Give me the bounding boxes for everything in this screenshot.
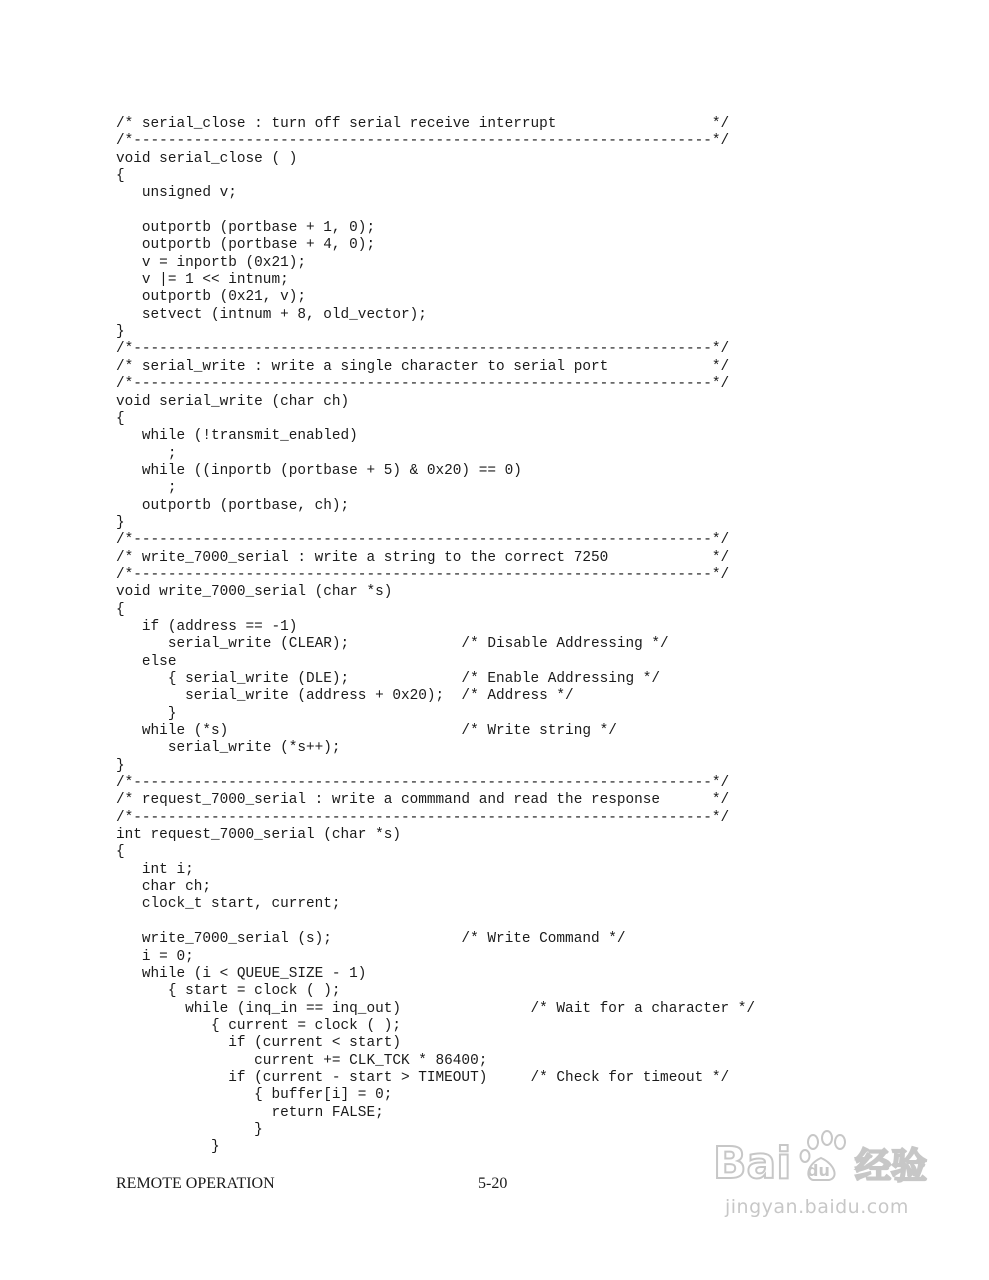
code-line: [116, 203, 755, 220]
code-line: while ((inportb (portbase + 5) & 0x20) == 0): [116, 462, 522, 479]
code-line: {: [116, 168, 125, 185]
code-line: /* request_7000_serial : write a commmand and read the response */: [116, 792, 730, 809]
code-line: }: [116, 1121, 263, 1138]
code-line: while (!transmit_enabled): [116, 428, 358, 445]
code-line: void write_7000_serial (char *s): [116, 584, 393, 601]
code-line: if (current < start): [116, 1035, 401, 1052]
code-line: v |= 1 << intnum;: [116, 272, 289, 289]
code-line: }: [116, 705, 177, 722]
code-line: {: [116, 410, 125, 427]
code-line: serial_write (*s++);: [116, 740, 341, 757]
code-line: { serial_write (DLE); /* Enable Addressing */: [116, 671, 661, 687]
code-line: }: [116, 324, 125, 341]
code-line: if (address == -1): [116, 618, 298, 635]
baidu-logo-icon: [709, 1128, 949, 1198]
code-line: outportb (0x21, v);: [116, 289, 306, 306]
watermark-url: jingyan.baidu.com: [725, 1196, 909, 1218]
code-line: { buffer[i] = 0;: [116, 1087, 393, 1104]
code-line: /* serial_write : write a single character to serial port */: [116, 358, 730, 375]
code-line: /*-------------------------------------------------------------------*/: [116, 775, 730, 792]
code-line: }: [116, 1139, 220, 1156]
code-line: int i;: [116, 861, 194, 878]
code-line: while (i < QUEUE_SIZE - 1): [116, 965, 367, 982]
code-line: }: [116, 757, 125, 774]
code-line: {: [116, 844, 125, 861]
code-line: write_7000_serial (s); /* Write Command */: [116, 931, 626, 948]
code-line: outportb (portbase + 1, 0);: [116, 220, 376, 237]
code-line: i = 0;: [116, 948, 194, 965]
code-line: serial_write (address + 0x20); /* Address */: [116, 688, 574, 705]
baidu-watermark: [709, 1128, 949, 1248]
code-line: serial_write (CLEAR); /* Disable Addressing */: [116, 636, 669, 653]
code-line: { current = clock ( );: [116, 1017, 401, 1034]
code-line: void serial_close ( ): [116, 150, 298, 167]
code-line: current += CLK_TCK * 86400;: [116, 1052, 488, 1069]
code-line: /*-------------------------------------------------------------------*/: [116, 341, 730, 358]
footer-page-number: 5-20: [478, 1175, 508, 1192]
code-line: /*-------------------------------------------------------------------*/: [116, 376, 730, 393]
code-line: { start = clock ( );: [116, 983, 341, 1000]
code-line: ;: [116, 480, 177, 497]
code-line: outportb (portbase, ch);: [116, 497, 350, 514]
svg-text:经验: 经验: [855, 1146, 928, 1187]
code-line: while (*s) /* Write string */: [116, 723, 617, 740]
code-line: return FALSE;: [116, 1104, 384, 1121]
code-line: int request_7000_serial (char *s): [116, 827, 401, 844]
code-line: /*-------------------------------------------------------------------*/: [116, 133, 730, 150]
code-line: else: [116, 653, 177, 670]
code-line: [116, 914, 755, 931]
code-line: ;: [116, 445, 177, 462]
code-listing: [116, 116, 755, 1157]
code-line: {: [116, 601, 125, 618]
code-line: void serial_write (char ch): [116, 393, 350, 410]
code-line: while (inq_in == inq_out) /* Wait for a character */: [116, 1000, 756, 1017]
code-line: if (current - start > TIMEOUT) /* Check for timeout */: [116, 1069, 730, 1086]
code-line: v = inportb (0x21);: [116, 254, 306, 271]
code-line: }: [116, 514, 125, 531]
code-line: /* write_7000_serial : write a string to the correct 7250 */: [116, 549, 730, 566]
code-line: outportb (portbase + 4, 0);: [116, 237, 376, 254]
svg-text:du: du: [807, 1161, 830, 1180]
code-line: /* serial_close : turn off serial receive interrupt */: [116, 116, 730, 132]
code-line: /*-------------------------------------------------------------------*/: [116, 809, 730, 826]
svg-text:Bai: Bai: [713, 1138, 792, 1189]
code-line: /*-------------------------------------------------------------------*/: [116, 532, 730, 549]
code-line: char ch;: [116, 879, 211, 896]
code-line: /*-------------------------------------------------------------------*/: [116, 566, 730, 583]
code-line: clock_t start, current;: [116, 896, 341, 913]
code-line: setvect (intnum + 8, old_vector);: [116, 306, 427, 323]
footer-section-title: REMOTE OPERATION: [116, 1175, 275, 1192]
code-line: unsigned v;: [116, 185, 237, 202]
